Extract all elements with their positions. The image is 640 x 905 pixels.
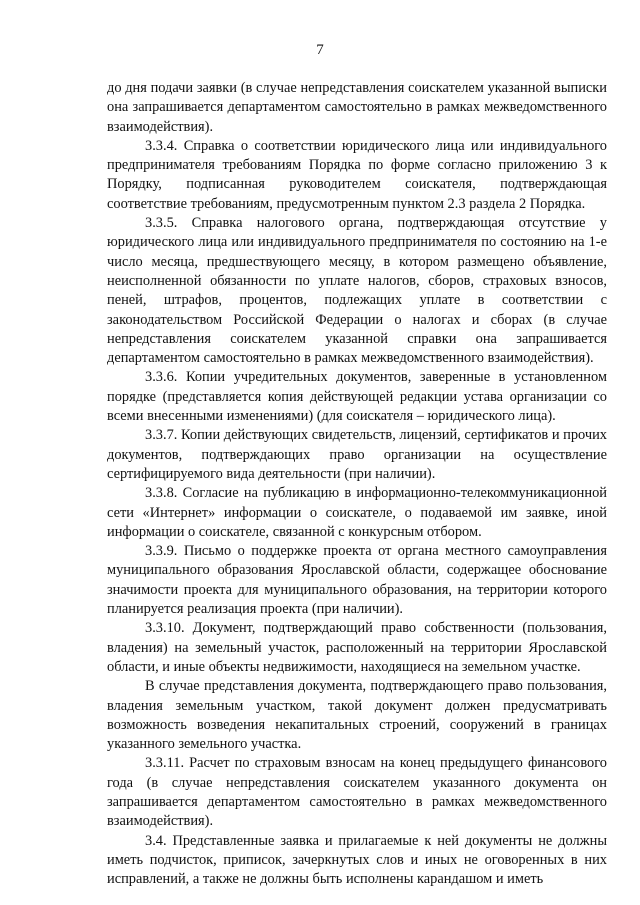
paragraph-3-3-7: 3.3.7. Копии действующих свидетельств, лицензий, сертификатов и прочих документов, подтверждающих право организации на осуществление сертифицируемого вида деятельности (при наличии).	[107, 427, 607, 482]
paragraph-3-3-8: 3.3.8. Согласие на публикацию в информационно-телекоммуникационной сети «Интернет» информации о соискателе, о подаваемой им заявке, иной информации о соискателе, связанной с конкурсным отбором.	[107, 485, 607, 540]
paragraph-3-4: 3.4. Представленные заявка и прилагаемые к ней документы не должны иметь подчисток, приписок, зачеркнутых слов и иных не оговоренных в них исправлений, а также не должны быть исполнены карандашом и иметь	[107, 832, 607, 888]
paragraph-3-3-6: 3.3.6. Копии учредительных документов, заверенные в установленном порядке (представляется копия действующей редакции устава организации со всеми внесенными изменениями) (для соискателя – юридического лица).	[107, 369, 607, 425]
paragraph-continuation: до дня подачи заявки (в случае непредставления соискателем указанной выписки она запрашивается департаментом самостоятельно в рамках межведомственного взаимодействия).	[107, 80, 607, 135]
paragraph-land-use: В случае представления документа, подтверждающего право пользования, владения земельным участком, такой документ должен предусматривать возможность возведения некапитальных строений, сооружений в границах указанного земельного участка.	[107, 678, 607, 753]
paragraph-3-3-5: 3.3.5. Справка налогового органа, подтверждающая отсутствие у юридического лица или индивидуального предпринимателя по состоянию на 1-е число месяца, предшествующего месяцу, в котором размещено объявление, неисполненной обязанности по уплате налогов, сборов, страховых взносов, пеней, штрафов, процентов, подлежащих уплате в соответствии с законодательством Российской Федерации о налогах и сборах (в случае непредставления соискателем указанной справки она запрашивается департаментом самостоятельно в рамках межведомственного взаимодействия).	[107, 215, 607, 367]
paragraph-3-3-4: 3.3.4. Справка о соответствии юридического лица или индивидуального предпринимателя требованиям Порядка по форме согласно приложению 3 к Порядку, подписанная руководителем соискателя, подтверждающая соответствие требованиям, предусмотренным пунктом 2.3 раздела 2 Порядка.	[107, 137, 607, 212]
paragraph-3-3-9: 3.3.9. Письмо о поддержке проекта от органа местного самоуправления муниципального образования Ярославской области, содержащее обоснование значимости проекта для муниципального образования, на территории которого планируется реализация проекта (при наличии).	[107, 543, 607, 618]
page-number: 7	[316, 42, 324, 58]
paragraph-3-3-11: 3.3.11. Расчет по страховым взносам на конец предыдущего финансового года (в случае непредставления соискателем указанного документа он запрашивается департаментом самостоятельно в рамках межведомственного взаимодействия).	[107, 755, 607, 830]
paragraph-3-3-10: 3.3.10. Документ, подтверждающий право собственности (пользования, владения) на земельный участок, расположенный на территории Ярославской области, и иные объекты недвижимости, находящиеся на земельном участке.	[107, 620, 607, 675]
document-body	[107, 79, 607, 889]
